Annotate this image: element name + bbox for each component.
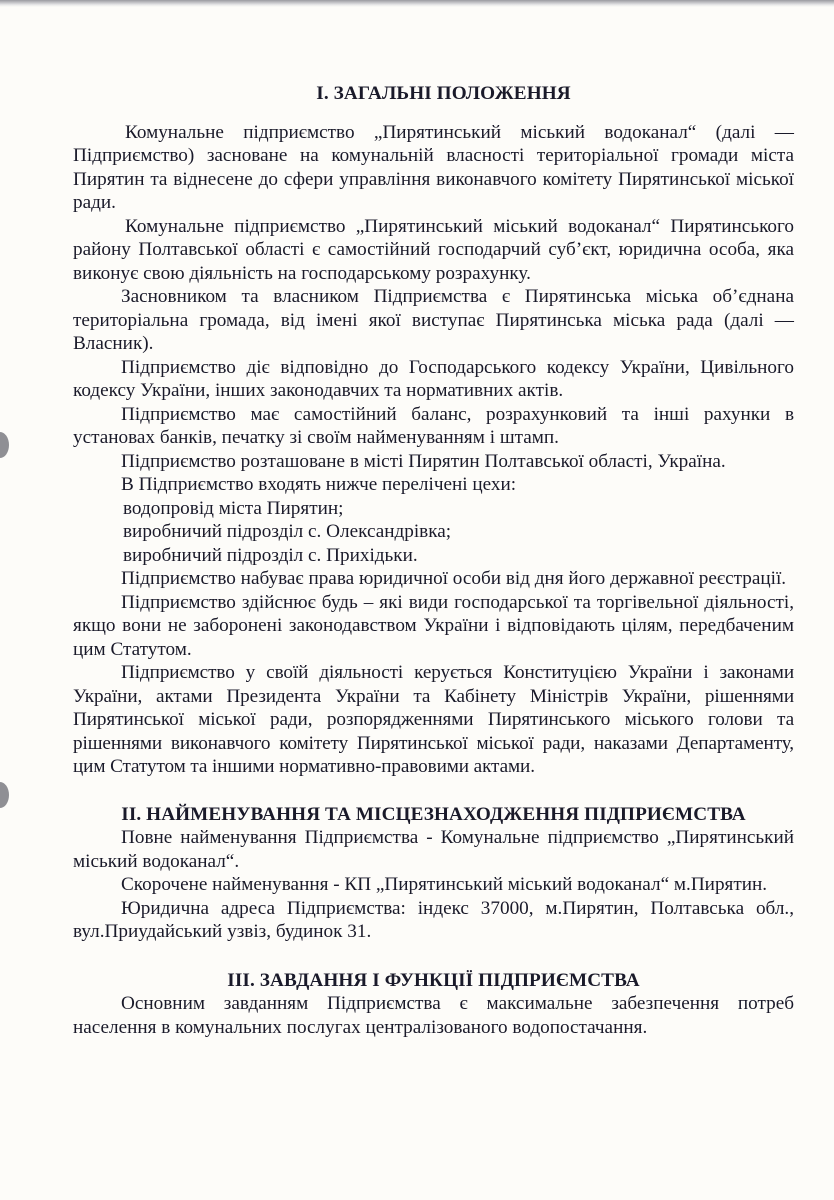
paragraph: Підприємство набуває права юридичної особи від дня його державної реєстрації. [121,568,787,589]
paragraph: Повне найменування Підприємства - Комунальне підприємство „Пирятинський міський водоканал“. [73,827,794,872]
page-top-edge [0,0,834,7]
paragraph: Підприємство у своїй діяльності керується Конституцією України і законами України, актами Президента України та Кабінету Міністрів України, рішеннями Пирятинської міської ради, розпорядженнями Пирятинського міського голови та рішеннями виконавчого комітету Пирятинської міської ради, наказами Департаменту, цим Статутом та іншими нормативно-правовими актами. [73,662,794,777]
punch-hole [0,782,9,808]
paragraph: Підприємство розташоване в місті Пирятин Полтавської області, Україна. [121,450,726,472]
list-item: водопровід міста Пирятин; [123,497,344,519]
section-2-title: ІІ. НАЙМЕНУВАННЯ ТА МІСЦЕЗНАХОДЖЕННЯ ПІДПРИЄМСТВА [121,803,746,825]
paragraph: Комунальне підприємство „Пирятинський міський водоканал“ Пирятинського району Полтавської області є самостійний господарчий суб’єкт, юридична особа, яка виконує свою діяльність на господарському розрахунку. [73,215,794,284]
paragraph: Підприємство має самостійний баланс, розрахунковий та інші рахунки в установах банків, печатку зі своїм найменуванням і штамп. [73,403,794,448]
paragraph: Юридична адреса Підприємства: індекс 37000, м.Пирятин, Полтавська обл., вул.Приудайський узвіз, будинок 31. [73,897,794,942]
list-item: виробничий підрозділ с. Прихідьки. [123,544,418,566]
list-item: виробничий підрозділ с. Олександрівка; [123,521,452,542]
paragraph: Підприємство здійснює будь – які види господарської та торгівельної діяльності, якщо вони не заборонені законодавством України і відповідають цілям, передбаченим цим Статутом. [73,591,794,660]
section-1-title: І. ЗАГАЛЬНІ ПОЛОЖЕННЯ [316,83,571,104]
paragraph: Підприємство діє відповідно до Господарського кодексу України, Цивільного кодексу України, інших законодавчих та нормативних актів. [73,356,794,401]
paragraph: Комунальне підприємство „Пирятинський міський водоканал“ (далі — Підприємство) засноване на комунальній власності територіальної громади міста Пирятин та віднесене до сфери управління виконавчого комітету Пирятинської міської ради. [73,121,794,213]
paragraph: Скорочене найменування - КП „Пирятинський міський водоканал“ м.Пирятин. [121,874,768,895]
paragraph: В Підприємство входять нижче перелічені цехи: [121,474,517,495]
paragraph: Основним завданням Підприємства є максимальне забезпечення потреб населення в комунальних послугах централізованого водопостачання. [73,993,794,1038]
document-body [73,82,794,1039]
punch-hole [0,432,9,458]
paragraph: Засновником та власником Підприємства є Пирятинська міська об’єднана територіальна громада, від імені якої виступає Пирятинська міська рада (далі — Власник). [73,286,794,354]
section-3-title: ІІІ. ЗАВДАННЯ І ФУНКЦІЇ ПІДПРИЄМСТВА [227,969,640,991]
